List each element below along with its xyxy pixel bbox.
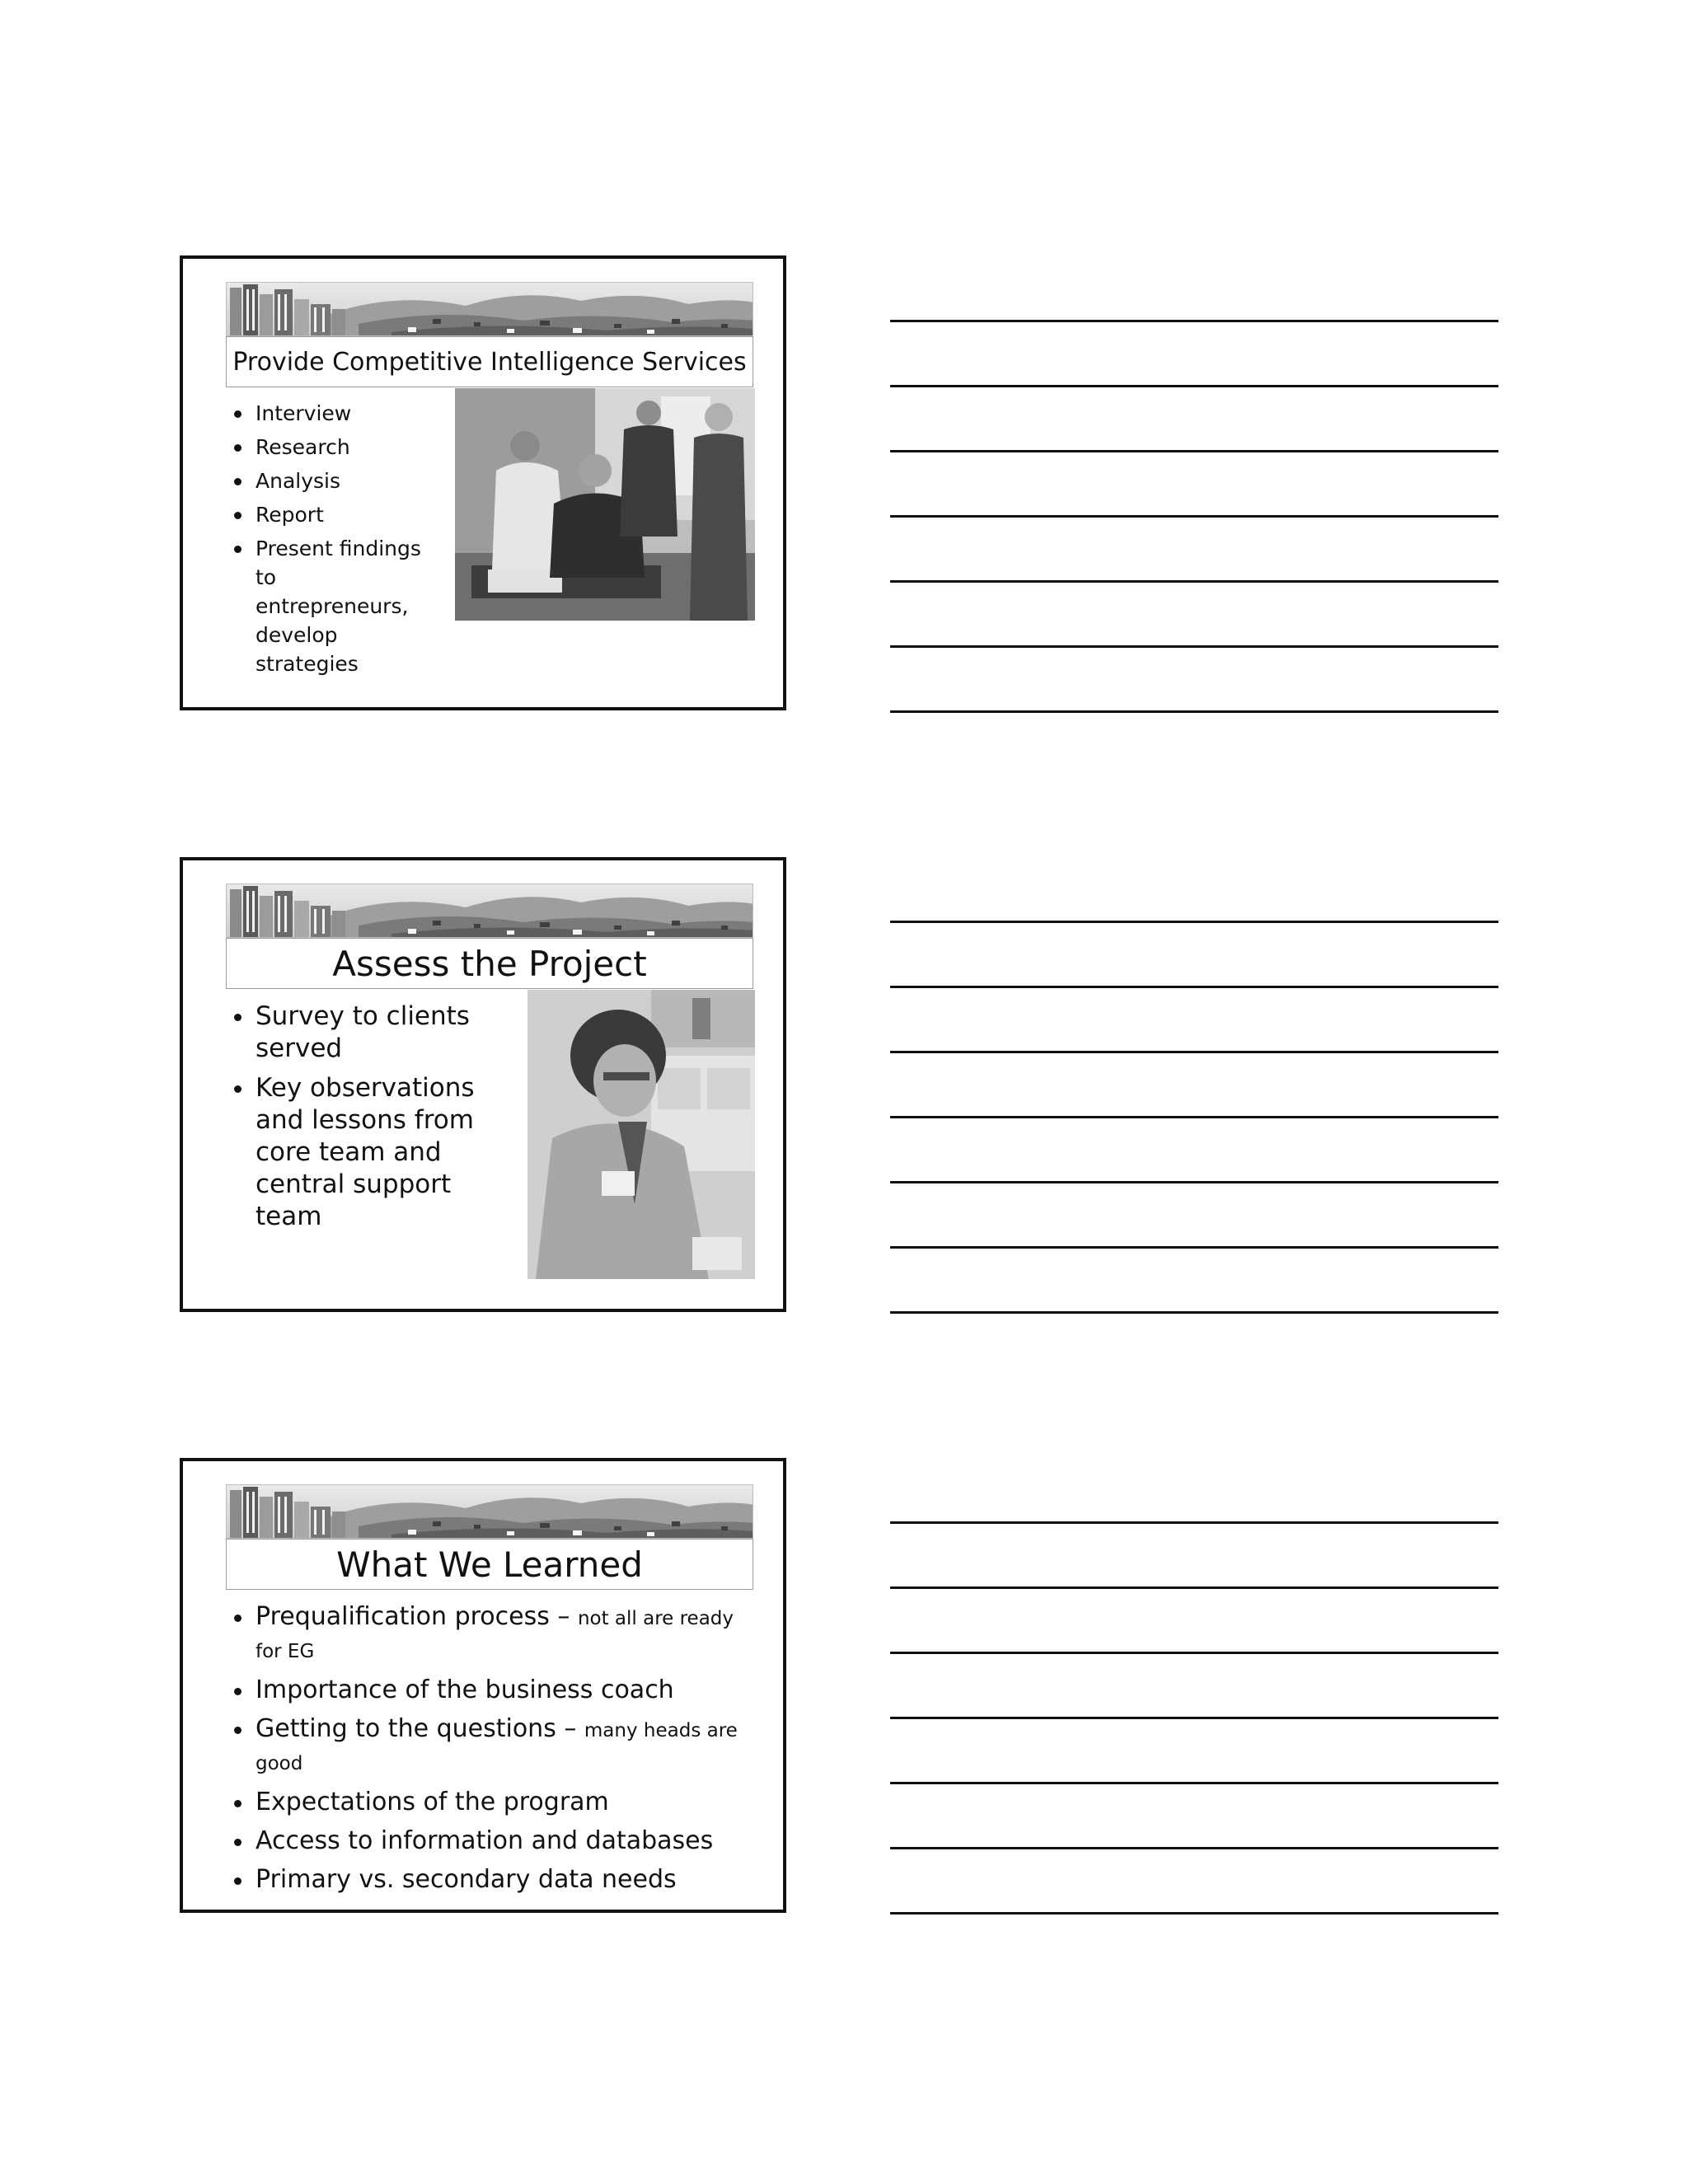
note-line <box>890 986 1498 988</box>
note-line <box>890 320 1498 322</box>
bullet-text: Expectations of the program <box>256 1788 609 1816</box>
note-line <box>890 1586 1498 1589</box>
slide-1 <box>180 255 786 710</box>
note-line <box>890 1051 1498 1053</box>
slide-3 <box>180 1458 786 1913</box>
bullet-note: many heads are good <box>256 1720 738 1774</box>
bullet-item: Research <box>226 433 432 462</box>
bullet-item <box>226 1713 762 1779</box>
note-line <box>890 1717 1498 1719</box>
slide-banner-image <box>226 282 753 336</box>
bullet-list <box>226 399 432 683</box>
note-line <box>890 580 1498 583</box>
note-line <box>890 1782 1498 1784</box>
bullet-item: Key observations and lessons from core team and central support team <box>226 1072 490 1233</box>
note-line <box>890 1116 1498 1118</box>
bullet-item: Present findings to entrepreneurs, develop strategies <box>226 534 432 678</box>
bullet-item: Survey to clients served <box>226 1001 490 1065</box>
slide-title: Assess the Project <box>226 938 753 989</box>
bullet-text: Access to information and databases <box>256 1826 714 1855</box>
slide-banner-image <box>226 1484 753 1539</box>
bullet-text: Prequalification process – <box>256 1602 578 1631</box>
note-line <box>890 1847 1498 1849</box>
bullet-item: Interview <box>226 399 432 428</box>
bullet-item: Report <box>226 500 432 529</box>
slide-banner-image <box>226 883 753 938</box>
slide-title: Provide Competitive Intelligence Services <box>226 336 753 387</box>
bullet-item <box>226 1787 762 1818</box>
woman-reading-photo <box>528 990 755 1279</box>
bullet-item <box>226 1864 762 1896</box>
note-line <box>890 515 1498 518</box>
bullet-list <box>226 1601 762 1903</box>
note-line <box>890 1181 1498 1183</box>
note-line <box>890 450 1498 452</box>
group-of-men-at-table-photo <box>455 388 755 621</box>
note-line <box>890 710 1498 713</box>
note-line <box>890 1311 1498 1314</box>
note-line <box>890 1246 1498 1249</box>
note-line <box>890 385 1498 387</box>
note-line <box>890 645 1498 648</box>
note-line <box>890 1912 1498 1915</box>
note-line <box>890 1521 1498 1524</box>
bullet-text: Primary vs. secondary data needs <box>256 1865 677 1894</box>
bullet-item: Analysis <box>226 466 432 495</box>
slide-2 <box>180 857 786 1312</box>
note-line <box>890 921 1498 923</box>
bullet-item <box>226 1601 762 1667</box>
bullet-item <box>226 1675 762 1706</box>
bullet-text: Getting to the questions – <box>256 1714 584 1743</box>
bullet-text: Importance of the business coach <box>256 1675 674 1704</box>
bullet-item <box>226 1825 762 1857</box>
bullet-list <box>226 1001 490 1240</box>
bullet-note: not all are ready for EG <box>256 1608 734 1662</box>
note-line <box>890 1652 1498 1654</box>
slide-title: What We Learned <box>226 1539 753 1590</box>
